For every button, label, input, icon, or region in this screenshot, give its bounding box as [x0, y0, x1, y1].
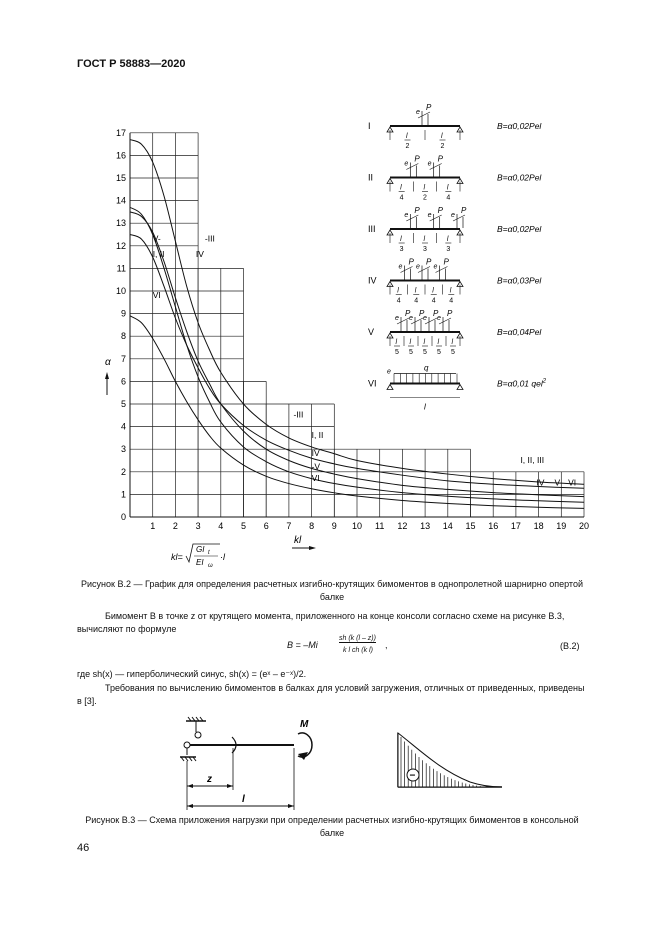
load-label: e: [404, 212, 409, 219]
x-tick-label: 12: [397, 521, 408, 531]
load-scheme: [368, 103, 542, 150]
x-tick-label: 9: [331, 521, 337, 531]
document-header: ГОСТ Р 58883—2020: [77, 58, 186, 70]
x-axis-symbol: kl: [294, 535, 302, 546]
formula-number: (B.2): [560, 641, 580, 651]
y-tick-label: 11: [116, 263, 126, 274]
paragraph-3: Требования по вычислению бимоментов в балках для условий загружения, отличных от приведенных, приведены в [3].: [77, 683, 585, 706]
load-label: P: [443, 257, 449, 267]
span-denominator: 3: [423, 246, 427, 253]
span-denominator: 4: [396, 297, 401, 305]
span-label: l: [395, 339, 398, 346]
span-denominator: 2: [423, 194, 427, 202]
x-tick-label: 5: [240, 521, 247, 531]
x-tick-label: 16: [488, 521, 499, 531]
scheme-number: IV: [368, 275, 377, 286]
load-label: P: [414, 206, 420, 215]
span-label: l: [441, 133, 443, 140]
x-tick-label: 11: [375, 521, 385, 531]
load-label: e: [395, 315, 399, 322]
span-label: l: [409, 339, 412, 346]
scheme-formula: B=α0,04Pel: [497, 327, 542, 337]
support: [387, 385, 393, 390]
z-label: z: [207, 774, 212, 785]
y-axis-symbol: α: [105, 357, 111, 368]
x-tick-label: 2: [172, 521, 178, 531]
curve-label: I, II: [152, 249, 165, 260]
fixed-support-bottom: [180, 757, 196, 761]
span-label: l: [424, 402, 426, 412]
y-tick-label: 7: [120, 353, 126, 364]
span-denominator: 2: [405, 143, 410, 150]
load-label: P: [426, 103, 432, 112]
y-tick-label: 9: [120, 308, 126, 319]
y-tick-label: 0: [120, 512, 126, 522]
x-tick-label: 15: [465, 521, 476, 531]
load-label: P: [461, 206, 467, 215]
load-label: P: [433, 309, 439, 318]
curve-label: VI: [152, 289, 161, 300]
span-denominator: 4: [431, 297, 436, 305]
kl-formula: [171, 544, 226, 569]
sign-label: −: [409, 770, 416, 782]
span-label: l: [414, 287, 417, 295]
x-tick-label: 17: [510, 521, 521, 531]
scheme-formula: B=α0,02Pel: [497, 224, 542, 234]
moment-label: M: [300, 719, 309, 730]
curve-label: -V: [311, 461, 321, 472]
formula-lhs: B = –Mi: [287, 640, 318, 650]
figure-b3-caption: Рисунок В.3 — Схема приложения нагрузки при определении расчетных изгибно-крутящих бимоментов в консольной балке: [85, 815, 579, 838]
load-label: e: [409, 315, 413, 322]
curve-label: VI: [311, 472, 320, 483]
x-tick-label: 4: [218, 521, 224, 531]
figure-b2-caption: Рисунок В.2 — График для определения расчетных изгибно-крутящих бимоментов в однопролетной шарнирно опертой балке: [81, 579, 583, 602]
span-label: l: [446, 236, 449, 243]
x-tick-label: 14: [442, 521, 453, 531]
span-denominator: 4: [449, 297, 454, 305]
curve-label: -III: [204, 233, 215, 244]
svg-text:ω: ω: [208, 563, 213, 569]
y-tick-label: 10: [115, 286, 126, 296]
load-scheme: [368, 309, 542, 356]
scheme-formula: B=α0,02Pel: [497, 172, 542, 183]
fixed-support-top: [186, 717, 206, 738]
y-tick-labels: [116, 128, 126, 522]
load-label: e: [451, 212, 455, 219]
y-tick-label: 6: [120, 376, 126, 387]
formula-denominator: k l ch (k l): [343, 647, 373, 654]
x-tick-labels: [150, 521, 589, 531]
load-label: P: [437, 154, 444, 164]
y-tick-label: 16: [115, 150, 126, 161]
span-denominator: 5: [437, 349, 441, 356]
load-label: P: [437, 206, 444, 215]
span-label: l: [437, 339, 440, 346]
y-tick-label: 5: [120, 399, 126, 409]
curve-label: IV: [536, 477, 545, 488]
span-label: l: [406, 133, 408, 140]
load-schemes: [360, 100, 610, 420]
x-tick-label: 8: [309, 521, 315, 531]
paragraph-1: Бимомент В в точке z от крутящего момента, приложенного на конце консоли согласно схеме на рисунке В.3, вычисляют по формуле: [77, 611, 565, 634]
svg-text:EI: EI: [196, 558, 204, 567]
span-label: l: [400, 184, 402, 192]
load-scheme: [368, 258, 542, 305]
y-tick-label: 17: [115, 127, 126, 138]
span-denominator: 5: [395, 349, 399, 356]
span-label: l: [449, 287, 452, 295]
y-tick-label: 2: [120, 466, 126, 477]
svg-text:GI: GI: [196, 545, 205, 554]
span-denominator: 5: [451, 349, 455, 356]
scheme-formula: B=α0,03Pel: [497, 275, 542, 286]
load-label: P: [447, 309, 453, 318]
curve-label: IV: [311, 447, 320, 458]
x-tick-label: 3: [195, 521, 201, 531]
formula-tail: ,: [385, 640, 388, 650]
load-label: e: [404, 160, 409, 168]
load-scheme: [368, 206, 542, 253]
load-label: P: [408, 257, 414, 267]
scheme-formula: B=α0,02Pel: [497, 121, 542, 131]
curve-label: I, II: [311, 429, 324, 440]
span-denominator: 2: [440, 143, 445, 150]
load-label: P: [414, 154, 420, 164]
span-denominator: 4: [446, 194, 451, 202]
y-tick-label: 8: [120, 331, 126, 342]
y-tick-label: 12: [115, 240, 126, 251]
load-scheme: [368, 155, 542, 202]
curve-label: I, II, III: [520, 454, 545, 465]
span-label: l: [446, 184, 449, 192]
load-label: q: [424, 363, 429, 373]
span-label: l: [423, 236, 426, 243]
svg-text:kl=: kl=: [171, 552, 183, 562]
curve-label: VI: [568, 477, 577, 488]
span-denominator: 5: [423, 349, 427, 356]
load-label: P: [426, 257, 432, 267]
y-tick-label: 13: [115, 218, 126, 229]
x-tick-label: 7: [286, 521, 292, 531]
load-label: e: [416, 263, 420, 271]
y-tick-label: 4: [120, 421, 126, 432]
page-number: 46: [77, 842, 90, 854]
span-label: l: [451, 339, 454, 346]
load-label: e: [423, 315, 427, 322]
y-tick-label: 15: [115, 173, 126, 183]
y-tick-label: 1: [120, 489, 126, 500]
scheme-number: III: [368, 224, 376, 234]
curve-label: V-: [152, 233, 161, 244]
svg-text:·l: ·l: [220, 552, 225, 562]
l-label: l: [242, 794, 245, 805]
curve-label: IV: [195, 249, 204, 260]
load-label: e: [427, 212, 432, 219]
span-label: l: [432, 287, 434, 295]
x-tick-label: 1: [150, 521, 156, 531]
scheme-formula: B=α0,01 qel$^2$: [497, 378, 547, 389]
span-label: l: [423, 339, 426, 346]
formula-numerator: sh (k (l – z)): [339, 635, 376, 642]
load-label: e: [387, 368, 391, 376]
load-label: P: [419, 309, 425, 318]
curve-label: -III: [293, 409, 304, 420]
span-denominator: 3: [446, 246, 451, 253]
figure-b3: [170, 710, 520, 820]
x-tick-label: 18: [533, 521, 544, 531]
support: [457, 385, 463, 390]
scheme-number: II: [368, 172, 374, 183]
cantilever-scheme: [180, 717, 312, 810]
scheme-number: V: [368, 327, 375, 337]
load-label: e: [433, 263, 438, 271]
y-tick-label: 14: [115, 195, 126, 206]
x-tick-label: 13: [420, 521, 431, 531]
x-tick-label: 19: [556, 521, 567, 531]
load-label: e: [437, 315, 441, 322]
load-label: e: [398, 263, 403, 271]
curve-label: V: [554, 477, 561, 488]
span-denominator: 3: [399, 246, 404, 253]
span-label: l: [423, 184, 426, 192]
scheme-number: VI: [368, 378, 377, 389]
span-denominator: 4: [399, 194, 404, 202]
load-label: P: [405, 309, 411, 318]
paragraph-2: где sh(x) — гиперболический синус, sh(x) = (eˣ – e⁻ˣ)/2.: [77, 669, 307, 679]
load-label: e: [416, 109, 420, 116]
x-tick-label: 10: [351, 521, 363, 531]
formula-superscript: 2: [542, 378, 547, 385]
x-tick-label: 20: [578, 521, 590, 531]
svg-text:t: t: [208, 550, 210, 556]
bimoment-diagram: [398, 733, 502, 787]
span-label: l: [400, 236, 402, 243]
load-scheme: [368, 364, 547, 412]
span-denominator: 4: [414, 297, 419, 305]
scheme-number: I: [368, 121, 371, 131]
load-label: e: [427, 160, 432, 168]
x-tick-label: 6: [263, 521, 269, 531]
span-label: l: [397, 287, 399, 295]
span-denominator: 5: [409, 349, 413, 356]
y-tick-label: 3: [120, 444, 126, 455]
